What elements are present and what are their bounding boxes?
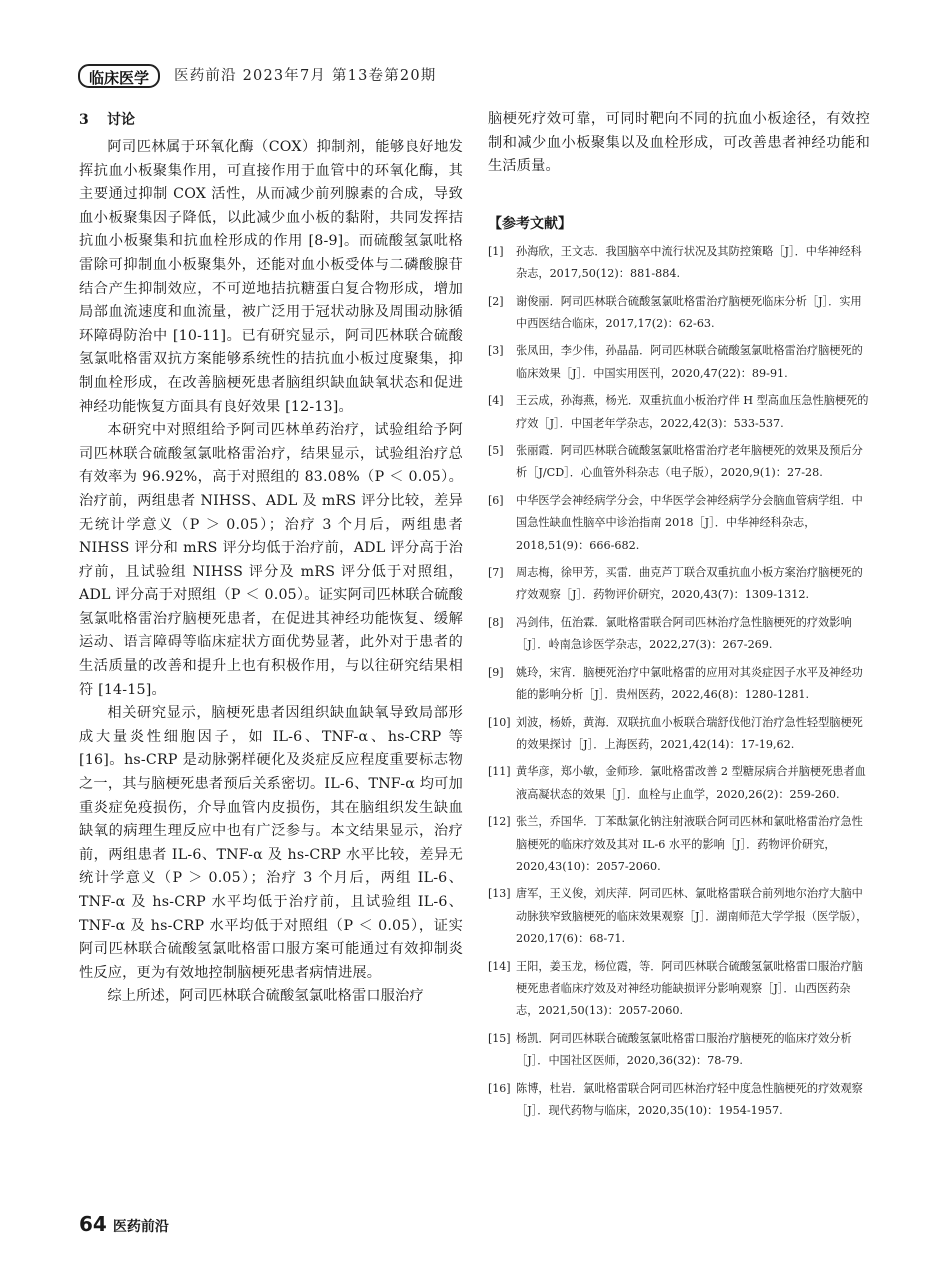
reference-number: [16]: [488, 1081, 511, 1095]
reference-text: 张兰，乔国华．丁苯酞氯化钠注射液联合阿司匹林和氯吡格雷治疗急性脑梗死的临床疗效及其对 IL-6 水平的影响［J］．药物评价研究，2020,43(10)：2057-2060.: [516, 815, 863, 873]
paragraph-2: 本研究中对照组给予阿司匹林单药治疗，试验组给予阿司匹林联合硫酸氢氯吡格雷治疗，结果显示，试验组治疗总有效率为 96.92%，高于对照组的 83.08%（P ＜ 0.05）。治疗前，两组患者 NIHSS、ADL 及 mRS 评分比较，差异无统计学意义（P ＞ 0.05）；治疗 3 个月后，两组患者 NIHSS 评分和 mRS 评分均低于治疗前，ADL 评分高于治疗前，且试验组 NIHSS 评分及 mRS 评分低于对照组，ADL 评分高于对照组（P ＜ 0.05）。证实阿司匹林联合硫酸氢氯吡格雷治疗脑梗死患者，在促进其神经功能恢复、缓解运动、语言障碍等临床症状方面优势显著，此外对于患者的生活质量的改善和提升上也有积极作用，与以往研究结果相符 [14-15]。: [79, 422, 463, 698]
reference-number: [4]: [488, 394, 504, 408]
paragraph-4: 综上所述，阿司匹林联合硫酸氢氯吡格雷口服治疗: [107, 988, 424, 1005]
reference-item: [488, 1028, 870, 1073]
reference-text: 姚玲，宋宵．脑梗死治疗中氯吡格雷的应用对其炎症因子水平及神经功能的影响分析［J］．贵州医药，2022,46(8)：1280-1281.: [516, 665, 863, 702]
reference-item: [488, 883, 870, 950]
reference-number: [10]: [488, 715, 511, 729]
section-number: 3: [79, 112, 89, 128]
page-header: [78, 64, 888, 90]
reference-text: 周志梅，徐甲芳，买雷．曲克芦丁联合双重抗血小板方案治疗脑梗死的疗效观察［J］．药物评价研究，2020,43(7)：1309-1312.: [516, 566, 863, 602]
reference-number: [13]: [488, 887, 511, 901]
reference-text: 张凤田，李少伟，孙晶晶．阿司匹林联合硫酸氢氯吡格雷治疗脑梗死的临床效果［J］．中国实用医刊，2020,47(22)：89-91.: [516, 344, 863, 380]
reference-text: 刘波，杨娇，黄海．双联抗血小板联合瑞舒伐他汀治疗急性轻型脑梗死的效果探讨［J］．上海医药，2021,42(14)：17-19,62.: [516, 715, 863, 751]
reference-item: [488, 340, 870, 385]
reference-text: 张丽霞．阿司匹林联合硫酸氢氯吡格雷治疗老年脑梗死的效果及预后分析［J/CD］．心血管外科杂志（电子版），2020,9(1)：27-28.: [516, 444, 863, 480]
reference-item: [488, 662, 870, 707]
reference-text: 王云成，孙海燕，杨光．双重抗血小板治疗伴 H 型高血压急性脑梗死的疗效［J］．中国老年学杂志，2022,42(3)：533-537.: [516, 394, 869, 430]
reference-text: 孙海欣，王文志．我国脑卒中流行状况及其防控策略［J］．中华神经科杂志，2017,50(12)：881-884.: [516, 244, 862, 281]
reference-text: 谢俊丽．阿司匹林联合硫酸氢氯吡格雷治疗脑梗死临床分析［J］．实用中西医结合临床，2017,17(2)：62-63.: [516, 294, 862, 330]
section-title: 讨论: [107, 112, 135, 128]
reference-list: [488, 241, 870, 1123]
reference-number: [5]: [488, 444, 504, 458]
left-column: [79, 108, 463, 1009]
section-badge: 临床医学: [78, 64, 160, 88]
reference-text: 王阳，姜玉龙，杨位霞，等．阿司匹林联合硫酸氢氯吡格雷口服治疗脑梗死患者临床疗效及对神经功能缺损评分影响观察［J］．山西医药杂志，2021,50(13)：2057-2060.: [516, 959, 863, 1018]
reference-item: [488, 490, 870, 557]
references-heading: 【参考文献】: [488, 215, 572, 232]
reference-text: 唐军，王义俊，刘庆萍．阿司匹林、氯吡格雷联合前列地尔治疗大脑中动脉狭窄致脑梗死的临床效果观察［J］．湖南师范大学学报（医学版），2020,17(6)：68-71.: [516, 887, 868, 946]
reference-text: 黄华彦，郑小敏，金师珍．氯吡格雷改善 2 型糖尿病合并脑梗死患者血液高凝状态的效果［J］．血栓与止血学，2020,26(2)：259-260.: [516, 765, 866, 801]
reference-item: [488, 811, 870, 878]
reference-number: [3]: [488, 344, 504, 358]
page-number: 64: [79, 1212, 107, 1236]
reference-number: [8]: [488, 615, 504, 629]
reference-number: [1]: [488, 244, 504, 258]
paragraph-1: 阿司匹林属于环氧化酶（COX）抑制剂，能够良好地发挥抗血小板聚集作用，可直接作用于血管中的环氧化酶，其主要通过抑制 COX 活性，从而减少前列腺素的合成，导致血小板聚集因子降低，以此减少血小板的黏附，共同发挥拮抗血小板聚集和抗血栓形成的作用 [8-9]。而硫酸氢氯吡格雷除可抑制血小板聚集外，还能对血小板受体与二磷酸腺苷结合产生抑制效应，不可逆地拮抗糖蛋白复合物形成，增加局部血流速度和血流量，被广泛用于冠状动脉及周围动脉循环障碍防治中 [10-11]。已有研究显示，阿司匹林联合硫酸氢氯吡格雷双抗方案能够系统性的拮抗血小板过度聚集，抑制血栓形成，在改善脑梗死患者脑组织缺血缺氧状态和促进神经功能恢复方面具有良好效果 [12-13]。: [79, 139, 463, 415]
reference-item: [488, 291, 870, 336]
reference-number: [2]: [488, 294, 504, 308]
reference-item: [488, 241, 870, 286]
reference-item: [488, 761, 870, 806]
reference-text: 冯剑伟，伍治霖．氯吡格雷联合阿司匹林治疗急性脑梗死的疗效影响［J］．岭南急诊医学杂志，2022,27(3)：267-269.: [516, 615, 852, 652]
paragraph-3: 相关研究显示，脑梗死患者因组织缺血缺氧导致局部形成大量炎性细胞因子，如 IL-6、TNF-α、hs-CRP 等 [16]。hs-CRP 是动脉粥样硬化及炎症反应程度重要标志物之一，其与脑梗死患者预后关系密切。IL-6、TNF-α 均可加重炎症免疫损伤，介导血管内皮损伤，其在脑组织发生缺血缺氧的病理生理反应中也有广泛参与。本文结果显示，治疗前，两组患者 IL-6、TNF-α 及 hs-CRP 水平比较，差异无统计学意义（P ＞ 0.05）；治疗 3 个月后，两组 IL-6、TNF-α 及 hs-CRP 水平均低于治疗前，且试验组 IL-6、TNF-α 及 hs-CRP 水平均低于对照组（P ＜ 0.05），证实阿司匹林联合硫酸氢氯吡格雷口服方案可能通过有效抑制炎性反应，更为有效地控制脑梗死患者病情进展。: [79, 705, 463, 981]
reference-number: [14]: [488, 959, 511, 973]
reference-number: [12]: [488, 815, 511, 829]
reference-item: [488, 612, 870, 657]
journal-issue-line: 医药前沿 2023年7月 第13卷第20期: [174, 68, 437, 84]
reference-number: [7]: [488, 566, 504, 580]
reference-item: [488, 712, 870, 757]
section-heading: [79, 108, 463, 132]
reference-item: [488, 562, 870, 607]
conclusion-continuation: 脑梗死疗效可靠，可同时靶向不同的抗血小板途径，有效控制和减少血小板聚集以及血栓形成，可改善患者神经功能和生活质量。: [488, 111, 870, 175]
reference-item: [488, 956, 870, 1023]
reference-text: 陈博，杜岩．氯吡格雷联合阿司匹林治疗轻中度急性脑梗死的疗效观察［J］．现代药物与临床，2020,35(10)：1954-1957.: [516, 1081, 863, 1117]
reference-text: 杨凯．阿司匹林联合硫酸氢氯吡格雷口服治疗脑梗死的临床疗效分析［J］．中国社区医师，2020,36(32)：78-79.: [516, 1031, 852, 1068]
reference-number: [15]: [488, 1031, 511, 1045]
page-footer: [79, 1212, 169, 1236]
reference-text: 中华医学会神经病学分会，中华医学会神经病学分会脑血管病学组．中国急性缺血性脑卒中诊治指南 2018［J］．中华神经科杂志，2018,51(9)：666-682.: [516, 493, 863, 552]
right-column: [488, 108, 870, 1127]
footer-journal-name: 医药前沿: [112, 1219, 169, 1235]
reference-number: [9]: [488, 665, 504, 679]
reference-item: [488, 390, 870, 435]
reference-item: [488, 440, 870, 485]
reference-number: [6]: [488, 493, 504, 507]
reference-number: [11]: [488, 765, 511, 779]
reference-item: [488, 1078, 870, 1123]
